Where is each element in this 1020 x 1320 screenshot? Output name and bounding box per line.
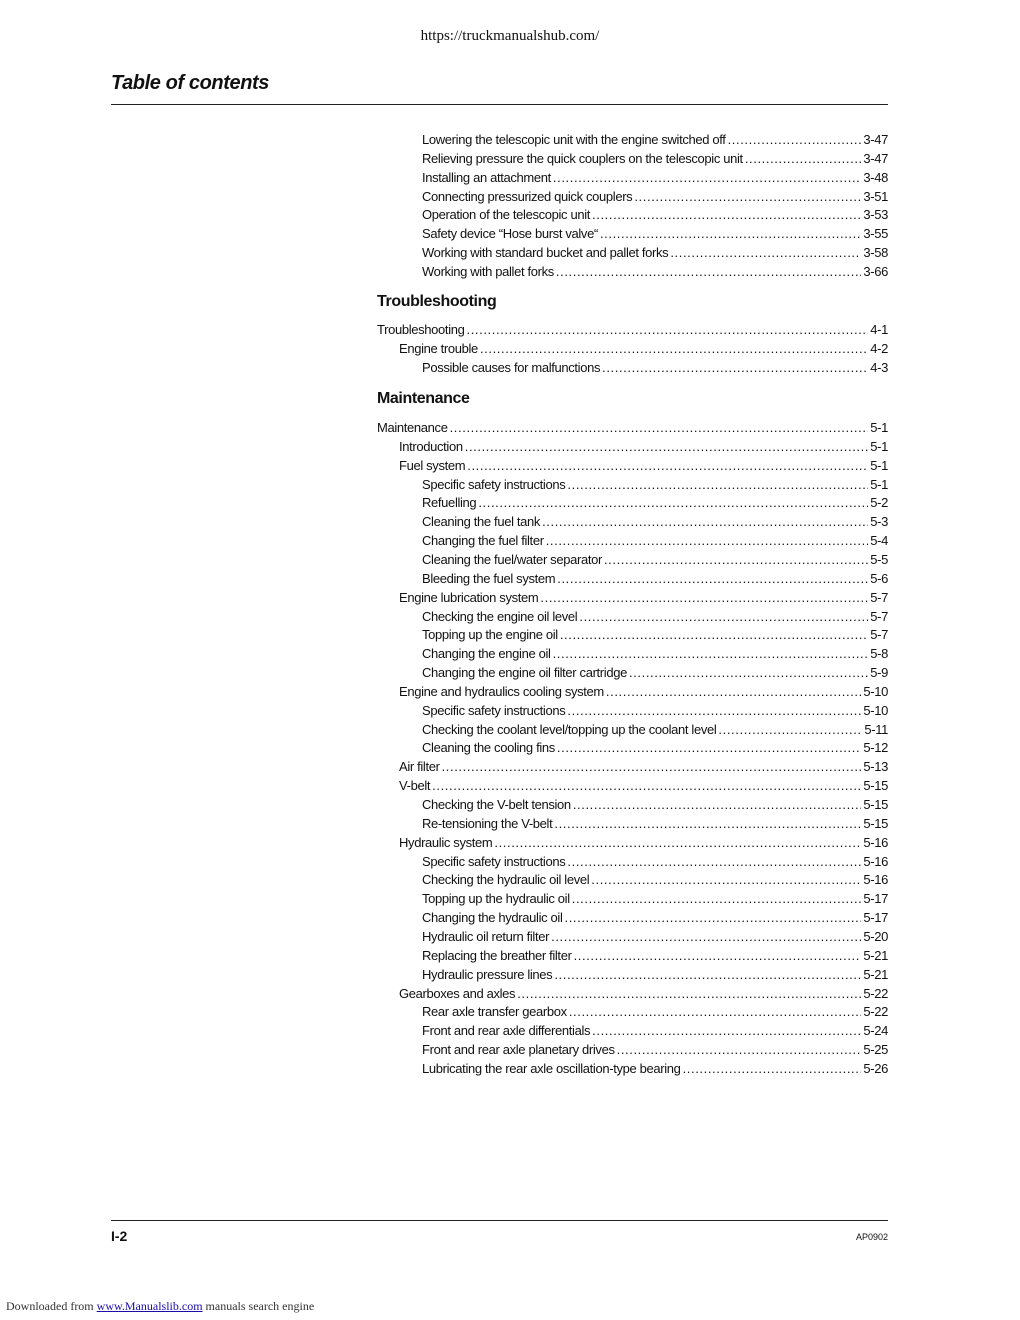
toc-entry-page: 3-48 [863,169,888,185]
toc-entry-page: 5-15 [863,797,888,812]
toc-entry-title: Re-tensioning the V-belt [422,815,553,831]
toc-entry-title: Specific safety instructions [422,702,566,718]
toc-entry-page: 5-21 [863,947,888,963]
toc-entry-title: Possible causes for malfunctions [422,359,601,375]
toc-entry[interactable] [422,242,888,260]
dot-leader [573,797,862,812]
toc-entry-title: Changing the engine oil [422,646,551,662]
toc-entry[interactable] [422,204,888,222]
toc-entry-page: 5-10 [863,702,888,718]
toc-entry-title: Hydraulic pressure lines [422,966,553,982]
dot-leader [728,132,862,147]
toc-entry-page: 5-12 [863,740,888,756]
toc-entry[interactable] [399,681,888,699]
toc-entry-page: 5-26 [863,1060,888,1076]
toc-entry[interactable] [422,964,888,982]
download-prefix: Downloaded from [6,1299,94,1313]
toc-entry[interactable] [422,549,888,567]
toc-entry[interactable] [399,338,888,356]
toc-entry[interactable] [422,926,888,944]
toc-entry-title: Operation of the telescopic unit [422,207,591,223]
dot-leader [432,778,861,793]
dot-leader [557,571,868,586]
toc-entry-page: 5-1 [870,476,888,492]
toc-entry-page: 5-11 [864,721,888,737]
toc-entry-page: 3-55 [863,226,888,242]
dot-leader [569,1004,862,1019]
toc-entry-page: 4-2 [870,340,888,356]
toc-entry-title: Lowering the telescopic unit with the engine switched off [422,132,726,147]
page-number: I-2 [111,1228,128,1244]
header-divider [111,104,888,105]
toc-entry[interactable] [422,1020,888,1038]
toc-entry-title: Fuel system [399,457,466,473]
toc-entry-page: 5-9 [870,665,888,681]
dot-leader [478,495,868,510]
toc-entry[interactable] [422,511,888,529]
toc-entry[interactable] [422,568,888,586]
toc-entry[interactable] [399,455,888,473]
dot-leader [629,665,868,680]
toc-entry[interactable] [422,1039,888,1057]
toc-entry[interactable] [422,869,888,887]
toc-entry-page: 5-1 [870,457,888,473]
toc-entry[interactable] [422,700,888,718]
dot-leader [465,439,869,454]
toc-entry-title: Gearboxes and axles [399,985,516,1001]
toc-entry-title: Cleaning the cooling fins [422,740,555,756]
dot-leader [553,646,869,661]
toc-entry[interactable] [422,662,888,680]
dot-leader [565,910,862,925]
toc-entry-title: Cleaning the fuel/water separator [422,551,602,567]
toc-entry-title: Lubricating the rear axle oscillation-type bearing [422,1060,681,1076]
footer-divider [111,1220,888,1221]
toc-entry-page: 5-17 [863,891,888,907]
dot-leader [542,514,868,529]
dot-leader [480,341,868,356]
toc-entry[interactable] [422,794,888,812]
section-heading: Troubleshooting [377,293,497,310]
dot-leader [554,816,861,831]
section-heading: Maintenance [377,390,470,407]
toc-entry[interactable] [422,129,888,147]
toc-entry-page: 5-5 [870,551,888,567]
toc-entry-title: Specific safety instructions [422,853,566,869]
toc-entry-title: Installing an attachment [422,169,551,185]
toc-entry-title: Hydraulic oil return filter [422,928,550,944]
toc-entry[interactable] [422,1001,888,1019]
toc-entry-title: Cleaning the fuel tank [422,514,541,530]
dot-leader [670,245,861,260]
toc-entry-page: 5-16 [863,853,888,869]
toc-entry-title: Topping up the engine oil [422,627,558,643]
dot-leader [494,835,861,850]
toc-entry-page: 5-6 [870,570,888,586]
toc-entry-title: Working with pallet forks [422,263,554,279]
dot-leader [606,684,861,699]
toc-entry-page: 5-16 [863,872,888,888]
toc-entry-title: Engine lubrication system [399,589,539,605]
toc-entry-title: Topping up the hydraulic oil [422,891,570,907]
dot-leader [557,740,861,755]
toc-entry[interactable] [422,223,888,241]
toc-entry-title: Changing the hydraulic oil [422,910,563,926]
toc-entry[interactable] [422,888,888,906]
dot-leader [551,929,861,944]
toc-entry-title: Air filter [399,759,440,775]
dot-leader [592,207,861,222]
toc-entry[interactable] [399,756,888,774]
toc-entry-page: 5-20 [863,928,888,944]
toc-entry-title: Hydraulic system [399,834,493,850]
dot-leader [450,420,869,435]
dot-leader [634,189,861,204]
toc-entry[interactable] [377,319,888,337]
toc-entry-page: 5-15 [863,815,888,831]
toc-entry[interactable] [422,261,888,279]
dot-leader [554,967,861,982]
document-code: AP0902 [855,1232,888,1242]
toc-entry[interactable] [399,832,888,850]
download-footer [6,1299,314,1314]
toc-entry[interactable] [422,148,888,166]
dot-leader [604,552,868,567]
dot-leader [617,1042,862,1057]
manualslib-link[interactable]: www.Manualslib.com [96,1299,203,1313]
page-title: Table of contents [111,72,270,94]
toc-entry-title: Checking the coolant level/topping up the coolant level [422,721,717,737]
dot-leader [574,948,862,963]
toc-entry[interactable] [422,624,888,642]
toc-entry-title: Introduction [399,438,463,454]
dot-leader [567,477,868,492]
toc-entry[interactable] [422,492,888,510]
toc-entry-page: 5-21 [863,966,888,982]
dot-leader [553,170,861,185]
dot-leader [560,627,868,642]
toc-entry[interactable] [422,530,888,548]
toc-entry-page: 5-2 [870,495,888,511]
dot-leader [467,458,868,473]
toc-entry-page: 5-4 [870,533,888,549]
toc-entry-title: Troubleshooting [377,322,465,337]
toc-entry-page: 5-22 [863,985,888,1001]
toc-entry-page: 5-13 [863,759,888,775]
toc-entry[interactable] [422,907,888,925]
toc-entry[interactable] [422,737,888,755]
dot-leader [546,533,869,548]
toc-entry[interactable] [399,983,888,1001]
dot-leader [745,151,862,166]
dot-leader [591,872,861,887]
toc-entry-page: 4-3 [870,359,888,375]
toc-entry[interactable] [399,587,888,605]
toc-entry-page: 3-47 [863,132,888,147]
toc-entry-page: 3-47 [863,150,888,166]
dot-leader [442,759,862,774]
toc-entry[interactable] [399,436,888,454]
toc-entry-page: 4-1 [870,322,888,337]
dot-leader [683,1061,862,1076]
dot-leader [540,590,868,605]
toc-entry-title: Engine and hydraulics cooling system [399,683,604,699]
toc-entry-page: 5-24 [863,1023,888,1039]
dot-leader [467,322,869,337]
toc-entry-page: 5-1 [870,438,888,454]
toc-entry-title: Working with standard bucket and pallet forks [422,245,669,261]
dot-leader [600,226,861,241]
toc-entry[interactable] [422,643,888,661]
toc-entry[interactable] [422,357,888,375]
dot-leader [567,703,861,718]
toc-entry-title: Front and rear axle planetary drives [422,1042,615,1058]
dot-leader [592,1023,861,1038]
toc-entry[interactable] [422,474,888,492]
dot-leader [556,264,861,279]
toc-entry-page: 5-22 [863,1004,888,1020]
toc-entry-title: Checking the V-belt tension [422,797,571,812]
toc-entry-title: Connecting pressurized quick couplers [422,188,633,204]
toc-entry-title: Changing the engine oil filter cartridge [422,665,627,681]
toc-entry-title: Checking the engine oil level [422,608,578,624]
toc-entry-page: 3-66 [863,263,888,279]
toc-entry-title: Maintenance [377,420,448,435]
toc-entry-page: 5-10 [863,683,888,699]
toc-entry[interactable] [422,167,888,185]
toc-entry-title: Checking the hydraulic oil level [422,872,590,888]
toc-entry-title: Relieving pressure the quick couplers on the telescopic unit [422,150,743,166]
toc-entry-title: Specific safety instructions [422,476,566,492]
toc-entry-page: 3-53 [863,207,888,223]
source-url: https://truckmanualshub.com/ [420,28,600,44]
toc-entry-page: 5-7 [870,627,888,643]
toc-entry-page: 5-25 [863,1042,888,1058]
toc-entry-page: 5-7 [870,589,888,605]
dot-leader [602,360,868,375]
toc-entry[interactable] [422,945,888,963]
toc-entry-title: Engine trouble [399,340,478,356]
toc-entry[interactable] [422,719,888,737]
toc-entry-title: Changing the fuel filter [422,533,544,549]
dot-leader [718,722,862,737]
dot-leader [579,609,868,624]
toc-entry[interactable] [422,851,888,869]
toc-entry-page: 3-58 [863,245,888,261]
toc-entry-title: Replacing the breather filter [422,947,572,963]
toc-entry-title: Safety device “Hose burst valve“ [422,226,598,242]
toc-entry-page: 5-3 [870,514,888,530]
toc-entry-page: 5-7 [870,608,888,624]
toc-entry-page: 5-15 [863,778,888,794]
download-suffix: manuals search engine [205,1299,315,1313]
toc-entry-title: V-belt [399,778,431,794]
dot-leader [517,986,861,1001]
toc-entry[interactable] [377,417,888,435]
toc-entry-title: Rear axle transfer gearbox [422,1004,567,1020]
toc-entry[interactable] [422,813,888,831]
toc-entry[interactable] [422,1058,888,1076]
dot-leader [572,891,862,906]
toc-entry[interactable] [422,606,888,624]
toc-entry-page: 5-17 [863,910,888,926]
toc-entry[interactable] [422,186,888,204]
toc-entry-title: Refuelling [422,495,477,511]
toc-entry-title: Bleeding the fuel system [422,570,556,586]
toc-entry-page: 5-8 [870,646,888,662]
dot-leader [567,854,861,869]
toc-entry-page: 5-1 [870,420,888,435]
toc-entry-page: 3-51 [863,188,888,204]
toc-entry-title: Front and rear axle differentials [422,1023,591,1039]
toc-entry-page: 5-16 [863,834,888,850]
toc-entry[interactable] [399,775,888,793]
